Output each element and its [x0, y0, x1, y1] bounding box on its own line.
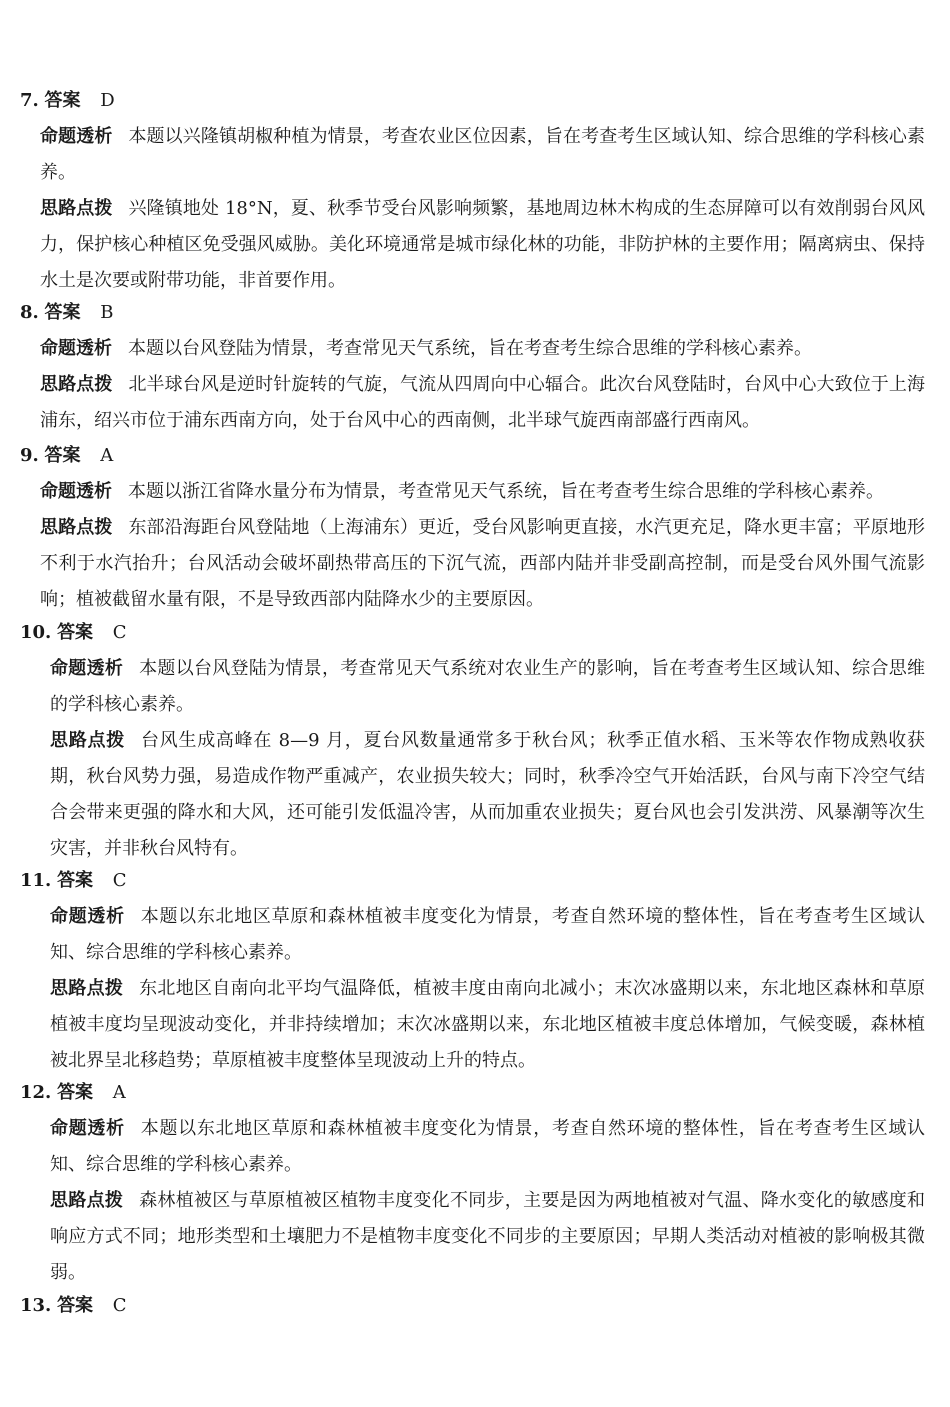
answer-letter: D — [100, 90, 115, 111]
intent-paragraph — [20, 651, 925, 723]
hint-label: 思路点拨 — [40, 517, 113, 538]
intent-paragraph — [20, 331, 925, 367]
hint-paragraph — [20, 367, 925, 439]
answer-label: 答案 — [57, 1295, 94, 1316]
question-13 — [20, 1288, 925, 1324]
question-number: 11. — [20, 870, 52, 891]
question-number: 7. — [20, 90, 39, 111]
answer-line — [20, 1075, 925, 1111]
intent-paragraph — [20, 899, 925, 971]
answer-label: 答案 — [44, 302, 81, 323]
hint-paragraph — [20, 971, 925, 1079]
answer-letter: A — [100, 445, 114, 466]
hint-text: 台风生成高峰在 8—9 月，夏台风数量通常多于秋台风；秋季正值水稻、玉米等农作物成熟收获期，秋台风势力强，易造成作物严重减产，农业损失较大；同时，秋季冷空气开始活跃，台风与南下冷空气结合会带来更强的降水和大风，还可能引发低温冷害，从而加重农业损失；夏台风也会引发洪涝、风暴潮等次生灾害，并非秋台风特有。 — [50, 730, 925, 859]
answer-label: 答案 — [44, 445, 81, 466]
answer-letter: C — [112, 622, 127, 643]
answer-letter: A — [112, 1082, 126, 1103]
intent-label: 命题透析 — [40, 481, 112, 502]
intent-text: 本题以兴隆镇胡椒种植为情景，考查农业区位因素，旨在考查考生区域认知、综合思维的学科核心素养。 — [40, 126, 926, 183]
intent-label: 命题透析 — [40, 338, 112, 359]
hint-paragraph — [20, 191, 925, 299]
answer-letter: C — [112, 870, 127, 891]
intent-text: 本题以台风登陆为情景，考查常见天气系统，旨在考查考生综合思维的学科核心素养。 — [128, 338, 812, 359]
answer-line — [20, 438, 925, 474]
answer-letter: C — [112, 1295, 127, 1316]
hint-paragraph — [20, 510, 925, 618]
answer-letter: B — [100, 302, 114, 323]
hint-paragraph — [20, 723, 925, 867]
answer-label: 答案 — [57, 1082, 94, 1103]
question-8 — [20, 295, 925, 439]
answer-line — [20, 1288, 925, 1324]
question-number: 9. — [20, 445, 39, 466]
answer-line — [20, 615, 925, 651]
answer-label: 答案 — [57, 622, 94, 643]
question-11 — [20, 863, 925, 1079]
intent-text: 本题以台风登陆为情景，考查常见天气系统对农业生产的影响，旨在考查考生区域认知、综合思维的学科核心素养。 — [50, 658, 926, 715]
question-number: 13. — [20, 1295, 52, 1316]
question-number: 8. — [20, 302, 39, 323]
question-number: 10. — [20, 622, 52, 643]
hint-label: 思路点拨 — [40, 198, 113, 219]
intent-text: 本题以东北地区草原和森林植被丰度变化为情景，考查自然环境的整体性，旨在考查考生区域认知、综合思维的学科核心素养。 — [50, 1118, 926, 1175]
hint-text: 北半球台风是逆时针旋转的气旋，气流从四周向中心辐合。此次台风登陆时，台风中心大致位于上海浦东，绍兴市位于浦东西南方向，处于台风中心的西南侧，北半球气旋西南部盛行西南风。 — [40, 374, 926, 431]
intent-label: 命题透析 — [40, 126, 113, 147]
intent-label: 命题透析 — [50, 658, 124, 679]
intent-label: 命题透析 — [50, 906, 125, 927]
answer-line — [20, 295, 925, 331]
question-12 — [20, 1075, 925, 1291]
intent-paragraph — [20, 119, 925, 191]
answer-label: 答案 — [44, 90, 81, 111]
intent-text: 本题以浙江省降水量分布为情景，考查常见天气系统，旨在考查考生综合思维的学科核心素养。 — [128, 481, 884, 502]
hint-label: 思路点拨 — [40, 374, 113, 395]
intent-text: 本题以东北地区草原和森林植被丰度变化为情景，考查自然环境的整体性，旨在考查考生区域认知、综合思维的学科核心素养。 — [50, 906, 926, 963]
intent-label: 命题透析 — [50, 1118, 125, 1139]
hint-text: 兴隆镇地处 18°N，夏、秋季节受台风影响频繁，基地周边林木构成的生态屏障可以有效削弱台风风力，保护核心种植区免受强风威胁。美化环境通常是城市绿化林的功能，非防护林的主要作用；隔离病虫、保持水土是次要或附带功能，非首要作用。 — [40, 198, 926, 291]
intent-paragraph — [20, 1111, 925, 1183]
hint-label: 思路点拨 — [50, 730, 125, 751]
hint-label: 思路点拨 — [50, 978, 124, 999]
intent-paragraph — [20, 474, 925, 510]
answer-line — [20, 83, 925, 119]
hint-text: 森林植被区与草原植被区植物丰度变化不同步，主要是因为两地植被对气温、降水变化的敏感度和响应方式不同；地形类型和土壤肥力不是植物丰度变化不同步的主要原因；早期人类活动对植被的影响极其微弱。 — [50, 1190, 926, 1283]
question-7 — [20, 83, 925, 299]
answer-label: 答案 — [57, 870, 94, 891]
hint-text: 东北地区自南向北平均气温降低，植被丰度由南向北减小；末次冰盛期以来，东北地区森林和草原植被丰度均呈现波动变化，并非持续增加；末次冰盛期以来，东北地区植被丰度总体增加，气候变暖，森林植被北界呈北移趋势；草原植被丰度整体呈现波动上升的特点。 — [50, 978, 926, 1071]
question-10 — [20, 615, 925, 867]
hint-text: 东部沿海距台风登陆地（上海浦东）更近，受台风影响更直接，水汽更充足，降水更丰富；平原地形不利于水汽抬升；台风活动会破坏副热带高压的下沉气流，西部内陆并非受副高控制，而是受台风外围气流影响；植被截留水量有限，不是导致西部内陆降水少的主要原因。 — [40, 517, 926, 610]
answer-line — [20, 863, 925, 899]
question-9 — [20, 438, 925, 618]
question-number: 12. — [20, 1082, 52, 1103]
hint-paragraph — [20, 1183, 925, 1291]
hint-label: 思路点拨 — [50, 1190, 124, 1211]
